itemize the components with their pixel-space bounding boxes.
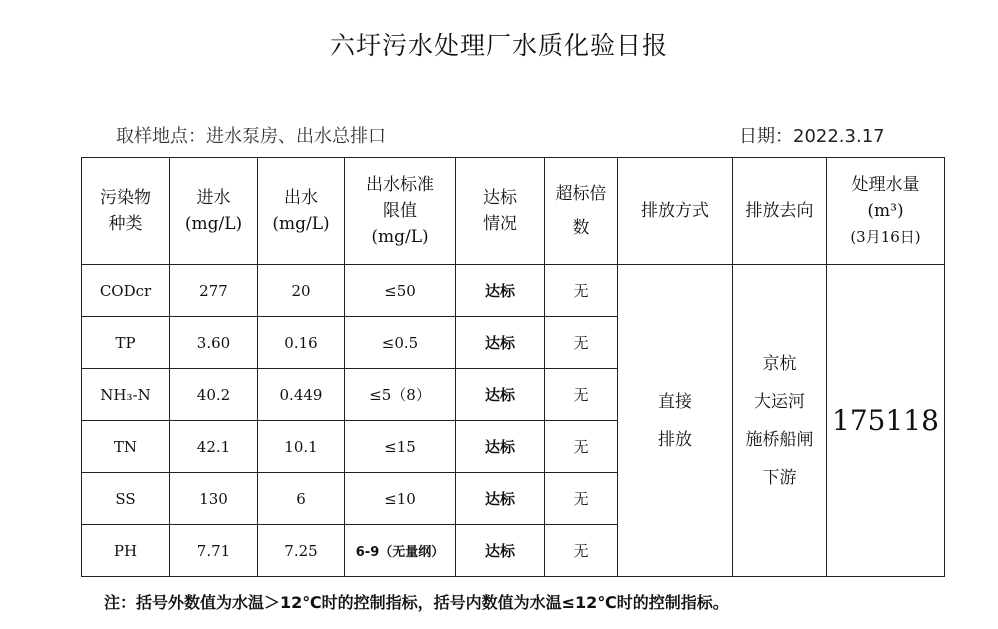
cell-exceed: 无: [545, 421, 618, 473]
header-standard-line2: 限值: [383, 201, 417, 221]
header-pollutant-line2: 种类: [108, 214, 143, 234]
cell-exceed: 无: [545, 265, 618, 317]
cell-status: 达标: [456, 525, 545, 577]
cell-pollutant: CODcr: [82, 265, 170, 317]
discharge-dest-line2: 大运河: [754, 391, 805, 412]
header-status-line1: 达标: [483, 188, 517, 208]
header-volume-line3: (3月16日): [850, 228, 921, 246]
cell-discharge-method: [618, 265, 733, 577]
cell-inflow: 42.1: [170, 421, 258, 473]
cell-outflow: 6: [258, 473, 345, 525]
cell-status: 达标: [456, 265, 545, 317]
cell-pollutant: NH₃-N: [82, 369, 170, 421]
cell-status: 达标: [456, 317, 545, 369]
header-discharge-dest: 排放去向: [733, 158, 827, 265]
discharge-dest-line4: 下游: [762, 467, 797, 488]
header-standard: [345, 158, 456, 265]
cell-inflow: 130: [170, 473, 258, 525]
cell-standard: ≤10: [345, 473, 456, 525]
sampling-location: 取样地点：进水泵房、出水总排口: [116, 126, 386, 147]
discharge-dest-line1: 京杭: [762, 353, 797, 374]
header-outflow-line2: (mg/L): [272, 214, 330, 234]
cell-discharge-dest: [733, 265, 827, 577]
cell-status: 达标: [456, 369, 545, 421]
header-exceed: [545, 158, 618, 265]
table-row: [82, 265, 945, 317]
header-exceed-line2: 数: [572, 218, 590, 238]
report-title: 六圩污水处理厂水质化验日报: [329, 31, 668, 60]
cell-exceed: 无: [545, 525, 618, 577]
report-date: 日期：2022.3.17: [739, 126, 885, 147]
cell-pollutant: TP: [82, 317, 170, 369]
header-inflow-line1: 进水: [196, 188, 231, 208]
cell-pollutant: TN: [82, 421, 170, 473]
header-exceed-line1: 超标倍: [555, 184, 607, 204]
cell-inflow: 40.2: [170, 369, 258, 421]
cell-standard: 6-9（无量纲）: [345, 525, 456, 577]
cell-standard: ≤0.5: [345, 317, 456, 369]
header-pollutant: [82, 158, 170, 265]
header-standard-line3: (mg/L): [371, 227, 429, 247]
cell-standard: ≤15: [345, 421, 456, 473]
cell-inflow: 7.71: [170, 525, 258, 577]
cell-exceed: 无: [545, 317, 618, 369]
footnote: 注：括号外数值为水温＞12℃时的控制指标，括号内数值为水温≤12℃时的控制指标。: [104, 593, 729, 612]
discharge-dest-line3: 施桥船闸: [745, 429, 814, 450]
header-inflow: [170, 158, 258, 265]
discharge-method-line1: 直接: [658, 391, 692, 412]
water-quality-table: [81, 157, 945, 577]
cell-standard: ≤5（8）: [345, 369, 456, 421]
header-status-line2: 情况: [483, 214, 517, 234]
cell-volume: 175118: [827, 265, 945, 577]
header-pollutant-line1: 污染物: [100, 188, 151, 208]
header-inflow-line2: (mg/L): [184, 214, 243, 234]
cell-exceed: 无: [545, 473, 618, 525]
table-header-row: [82, 158, 945, 265]
header-volume-line1: 处理水量: [851, 175, 920, 195]
cell-outflow: 0.449: [258, 369, 345, 421]
cell-exceed: 无: [545, 369, 618, 421]
header-volume: [827, 158, 945, 265]
discharge-method-line2: 排放: [658, 429, 692, 450]
cell-status: 达标: [456, 473, 545, 525]
cell-pollutant: PH: [82, 525, 170, 577]
cell-pollutant: SS: [82, 473, 170, 525]
header-standard-line1: 出水标准: [366, 175, 434, 195]
cell-inflow: 277: [170, 265, 258, 317]
cell-inflow: 3.60: [170, 317, 258, 369]
cell-standard: ≤50: [345, 265, 456, 317]
header-discharge-method: 排放方式: [618, 158, 733, 265]
cell-outflow: 7.25: [258, 525, 345, 577]
cell-status: 达标: [456, 421, 545, 473]
cell-outflow: 0.16: [258, 317, 345, 369]
header-status: [456, 158, 545, 265]
header-outflow: [258, 158, 345, 265]
cell-outflow: 20: [258, 265, 345, 317]
header-volume-line2: (m³): [867, 201, 904, 221]
header-outflow-line1: 出水: [284, 188, 318, 208]
cell-outflow: 10.1: [258, 421, 345, 473]
